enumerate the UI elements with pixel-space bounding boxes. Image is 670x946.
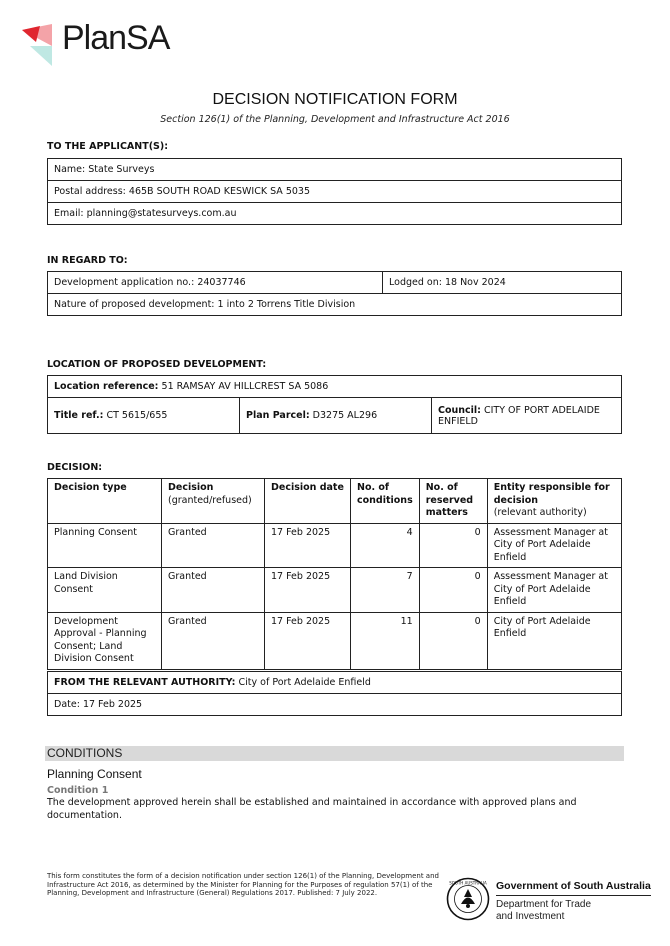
location-table (47, 375, 622, 434)
applicant-section-label: TO THE APPLICANT(S): (47, 141, 169, 152)
regard-section-label: IN REGARD TO: (47, 255, 128, 266)
page-title: DECISION NOTIFICATION FORM (212, 91, 458, 108)
plan-parcel-cell: Plan Parcel: D3275 AL296 (240, 398, 432, 434)
row-decision: Granted (162, 612, 265, 669)
department-name: Department for Trade and Investment (496, 899, 592, 922)
applicant-table (47, 158, 622, 225)
applicant-name-cell: Name: State Surveys (48, 159, 622, 181)
decision-section-label: DECISION: (47, 462, 103, 473)
authority-date: 17 Feb 2025 (82, 699, 143, 710)
council-cell: Council: CITY OF PORT ADELAIDE ENFIELD (432, 398, 622, 434)
location-ref: 51 RAMSAY AV HILLCREST SA 5086 (161, 381, 329, 392)
condition-number: Condition 1 (47, 785, 109, 796)
authority-from-cell: FROM THE RELEVANT AUTHORITY: City of Port Adelaide Enfield (48, 672, 622, 694)
row-reserved: 0 (419, 568, 487, 613)
row-date: 17 Feb 2025 (265, 612, 351, 669)
applicant-email-cell: Email: planning@statesurveys.com.au (48, 203, 622, 225)
row-conditions: 7 (351, 568, 420, 613)
plansa-logo-text: PlanSA (62, 19, 170, 57)
row-date: 17 Feb 2025 (265, 568, 351, 613)
row-conditions: 11 (351, 612, 420, 669)
location-section-label: LOCATION OF PROPOSED DEVELOPMENT: (47, 359, 267, 370)
plansa-logo (22, 18, 192, 66)
row-entity: Assessment Manager at City of Port Adelaide Enfield (487, 523, 621, 568)
sa-government-seal-icon (446, 877, 490, 921)
conditions-bar: CONDITIONS (45, 746, 624, 761)
authority-table (47, 671, 622, 716)
council: CITY OF PORT ADELAIDE ENFIELD (438, 404, 600, 427)
nature-value: 1 into 2 Torrens Title Division (217, 299, 356, 310)
row-reserved: 0 (419, 612, 487, 669)
row-reserved: 0 (419, 523, 487, 568)
col-decision-date: Decision date (265, 479, 351, 524)
col-entity: Entity responsible for decision (relevant authority) (487, 479, 621, 524)
conditions-heading: Planning Consent (47, 767, 142, 781)
row-type: Development Approval - Planning Consent; Land Division Consent (48, 612, 162, 669)
col-decision-type: Decision type (48, 479, 162, 524)
app-no-cell: Development application no.: 24037746 (48, 272, 383, 294)
footer-divider (496, 895, 651, 896)
row-conditions: 4 (351, 523, 420, 568)
title-ref: CT 5615/655 (106, 410, 168, 421)
app-no: 24037746 (197, 277, 246, 288)
applicant-postal: 465B SOUTH ROAD KESWICK SA 5035 (128, 186, 311, 197)
title-ref-cell: Title ref.: CT 5615/655 (48, 398, 240, 434)
table-row (48, 523, 622, 568)
plan-parcel: D3275 AL296 (312, 410, 378, 421)
nature-cell: Nature of proposed development: 1 into 2 Torrens Title Division (48, 294, 622, 316)
authority-date-cell: Date: 17 Feb 2025 (48, 694, 622, 716)
regard-table (47, 271, 622, 316)
table-row (48, 612, 622, 669)
col-conditions: No. of conditions (351, 479, 420, 524)
footer-note: This form constitutes the form of a decision notification under section 126(1) of the Planning, Development and Infrastructure Act 2016, as determined by the Minister for Planning for the Purposes of regulation 57(1) of the Planning, Development and Infrastructure (General) Regulations 2017. Published: 7 July 2022. (47, 872, 439, 898)
row-type: Land Division Consent (48, 568, 162, 613)
row-decision: Granted (162, 523, 265, 568)
condition-text: The development approved herein shall be established and maintained in accordance with approved plans and documentation. (47, 797, 577, 821)
authority-from: City of Port Adelaide Enfield (238, 677, 371, 688)
decision-header-row (48, 479, 622, 524)
lodged-date: 18 Nov 2024 (444, 277, 506, 288)
row-decision: Granted (162, 568, 265, 613)
row-entity: City of Port Adelaide Enfield (487, 612, 621, 669)
lodged-cell: Lodged on: 18 Nov 2024 (383, 272, 622, 294)
plansa-mark-icon (22, 20, 58, 66)
col-decision: Decision (granted/refused) (162, 479, 265, 524)
applicant-name: State Surveys (88, 164, 155, 175)
page-subtitle: Section 126(1) of the Planning, Development and Infrastructure Act 2016 (160, 114, 510, 125)
col-reserved: No. of reserved matters (419, 479, 487, 524)
applicant-email: planning@statesurveys.com.au (86, 208, 237, 219)
row-entity: Assessment Manager at City of Port Adelaide Enfield (487, 568, 621, 613)
row-date: 17 Feb 2025 (265, 523, 351, 568)
table-row (48, 568, 622, 613)
applicant-postal-cell: Postal address: 465B SOUTH ROAD KESWICK SA 5035 (48, 181, 622, 203)
decision-table (47, 478, 622, 670)
row-type: Planning Consent (48, 523, 162, 568)
government-name: Government of South Australia (496, 880, 651, 892)
location-ref-cell: Location reference: 51 RAMSAY AV HILLCREST SA 5086 (48, 376, 622, 398)
seal-text: SOUTH AUSTRALIA (449, 880, 487, 886)
